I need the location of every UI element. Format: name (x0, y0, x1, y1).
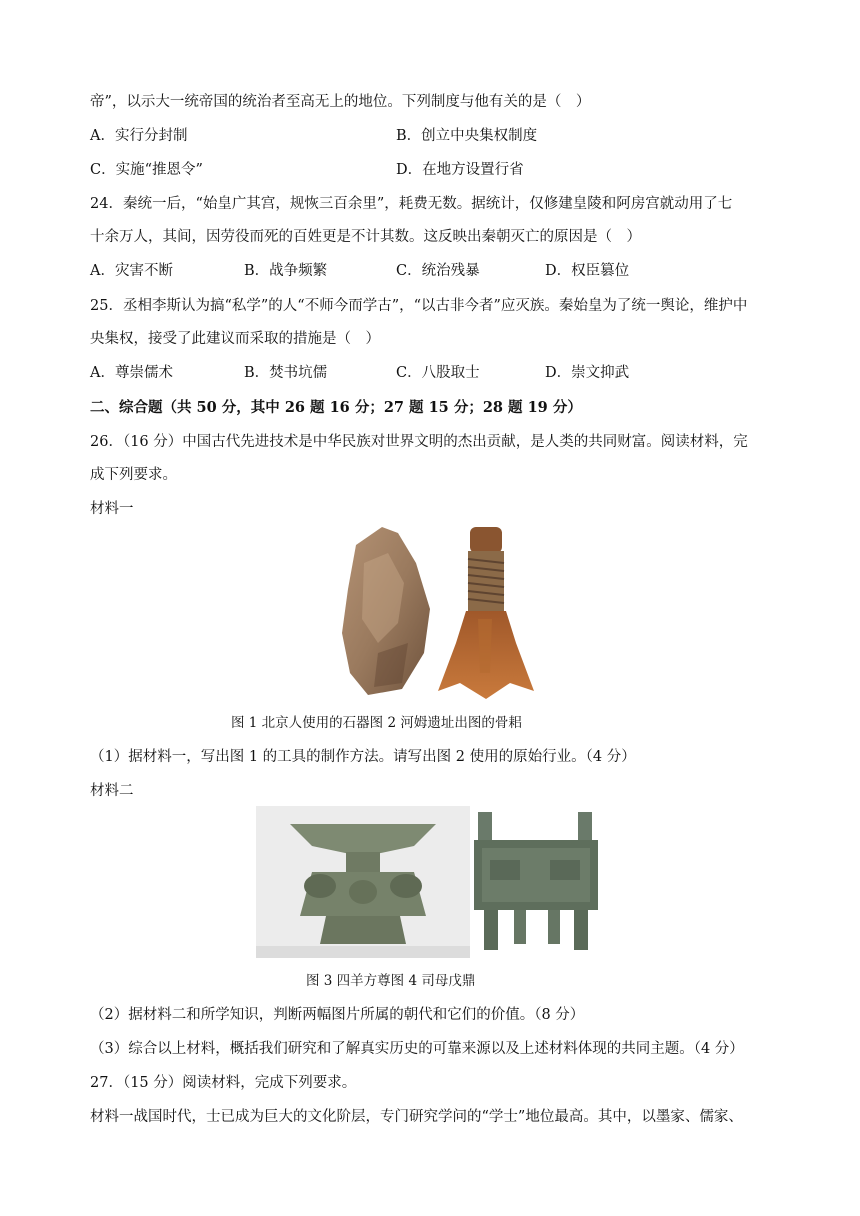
question-27-material-1: 材料一战国时代，士已成为巨大的文化阶层，专门研究学问的“学士”地位最高。其中，以墨家、儒家、 (90, 1109, 743, 1125)
option-24-b: B．战争频繁 (244, 263, 328, 279)
option-25-b: B．焚书坑儒 (244, 365, 328, 381)
option-23-b: B．创立中央集权制度 (396, 128, 538, 144)
option-25-c: C．八股取士 (396, 365, 480, 381)
question-26-line-2: 成下列要求。 (90, 467, 177, 483)
option-23-c: C．实施“推恩令” (90, 162, 203, 178)
question-26-sub-2: （2）据材料二和所学知识，判断两幅图片所属的朝代和它们的价值。（8 分） (90, 1007, 585, 1023)
option-25-a: A．尊崇儒术 (90, 365, 173, 381)
option-24-a: A．灾害不断 (90, 263, 173, 279)
section-2-heading: 二、综合题（共 50 分，其中 26 题 16 分；27 题 15 分；28 题 19 分） (90, 399, 582, 416)
bone-spade-image (430, 523, 540, 703)
material-1-label: 材料一 (90, 501, 134, 517)
question-27-line-1: 27．（15 分）阅读材料，完成下列要求。 (90, 1075, 357, 1091)
four-ram-zun-image (256, 806, 470, 958)
figure-3-4-caption: 图 3 四羊方尊图 4 司母戊鼎 (306, 973, 476, 989)
material-2-label: 材料二 (90, 783, 134, 799)
question-24-line-1: 24．秦统一后，“始皇广其宫，规恢三百余里”，耗费无数。据统计，仅修建皇陵和阿房宫就动用了七 (90, 196, 733, 212)
question-25-line-2: 央集权，接受了此建议而采取的措施是（ ） (90, 331, 380, 347)
figure-1-2-caption: 图 1 北京人使用的石器图 2 河姆遗址出图的骨耜 (231, 715, 522, 731)
option-24-c: C．统治残暴 (396, 263, 480, 279)
stone-tool-image (338, 523, 438, 703)
simuwu-ding-image (470, 806, 602, 958)
question-26-sub-1: （1）据材料一，写出图 1 的工具的制作方法。请写出图 2 使用的原始行业。（4 分） (90, 749, 636, 765)
option-23-a: A．实行分封制 (90, 128, 188, 144)
question-26-line-1: 26．（16 分）中国古代先进技术是中华民族对世界文明的杰出贡献，是人类的共同财富。阅读材料，完 (90, 434, 748, 450)
question-25-line-1: 25．丞相李斯认为搞“私学”的人“不师今而学古”，“以古非今者”应灭族。秦始皇为了统一舆论，维护中 (90, 298, 748, 314)
option-23-d: D．在地方设置行省 (396, 162, 524, 178)
option-25-d: D．崇文抑武 (545, 365, 630, 381)
option-24-d: D．权臣篡位 (545, 263, 630, 279)
question-24-line-2: 十余万人，其间，因劳役而死的百姓更是不计其数。这反映出秦朝灭亡的原因是（ ） (90, 229, 641, 245)
line-intro: 帝”，以示大一统帝国的统治者至高无上的地位。下列制度与他有关的是（ ） (90, 94, 591, 110)
question-26-sub-3: （3）综合以上材料，概括我们研究和了解真实历史的可靠来源以及上述材料体现的共同主题。（4 分） (90, 1041, 744, 1057)
